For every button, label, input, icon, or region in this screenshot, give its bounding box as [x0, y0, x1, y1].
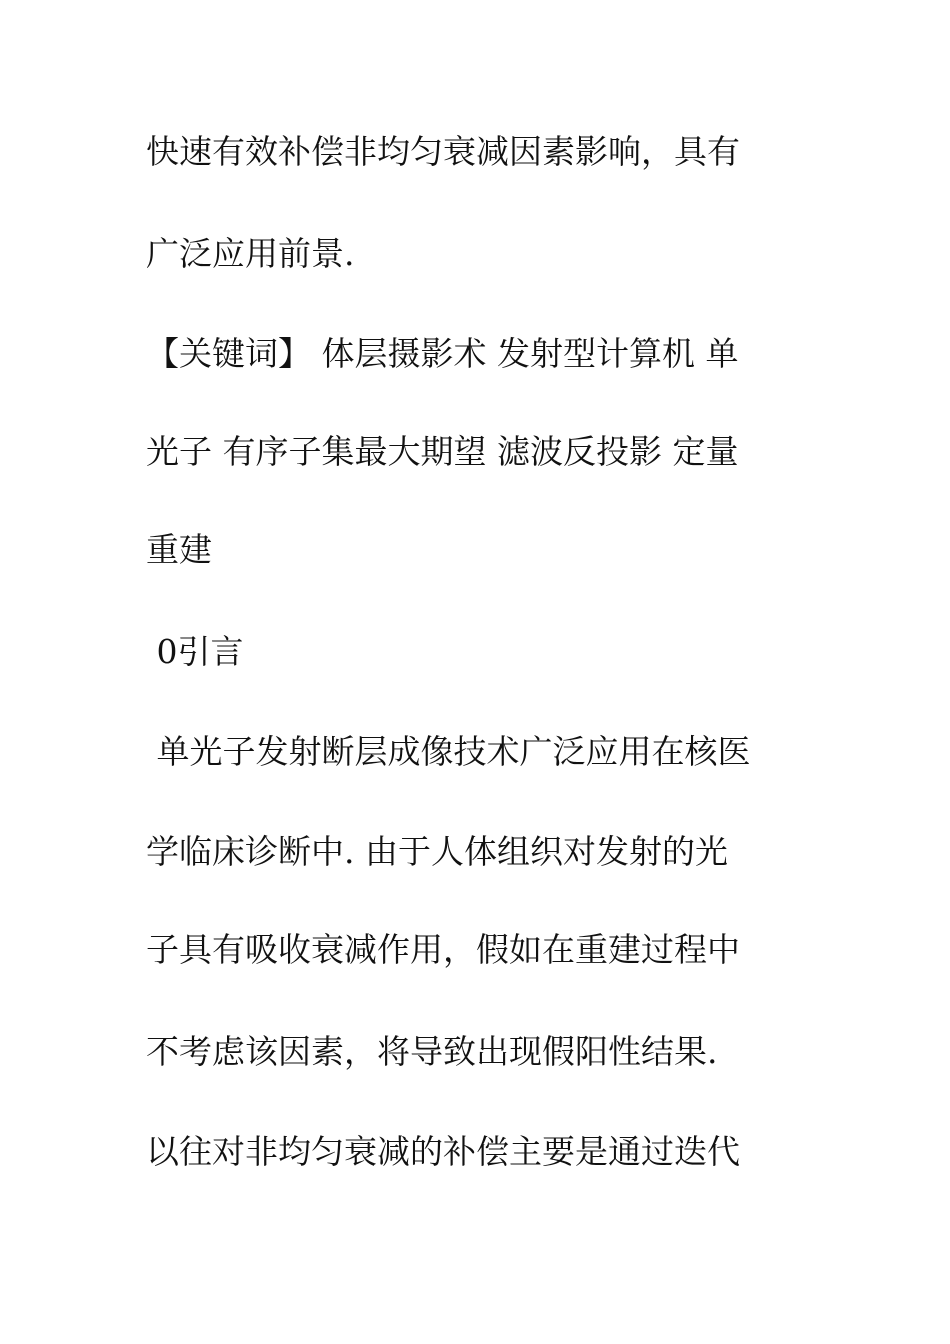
- text-line: 广泛应用前景.: [146, 234, 355, 273]
- paragraph-line: 不考虑该因素，将导致出现假阳性结果.: [146, 1032, 718, 1071]
- paragraph-line: 单光子发射断层成像技术广泛应用在核医: [146, 732, 751, 771]
- keywords-line: 重建: [146, 530, 212, 569]
- paragraph-line: 以往对非均匀衰减的补偿主要是通过迭代: [146, 1132, 740, 1171]
- paragraph-line: 学临床诊断中. 由于人体组织对发射的光: [146, 832, 728, 871]
- section-heading: 0引言: [146, 632, 244, 671]
- keywords-line: 光子 有序子集最大期望 滤波反投影 定量: [146, 432, 739, 471]
- paragraph-line: 子具有吸收衰减作用，假如在重建过程中: [146, 930, 740, 969]
- text-line: 快速有效补偿非均匀衰减因素影响，具有: [146, 132, 740, 171]
- keywords-line: 【关键词】 体层摄影术 发射型计算机 单: [146, 334, 739, 373]
